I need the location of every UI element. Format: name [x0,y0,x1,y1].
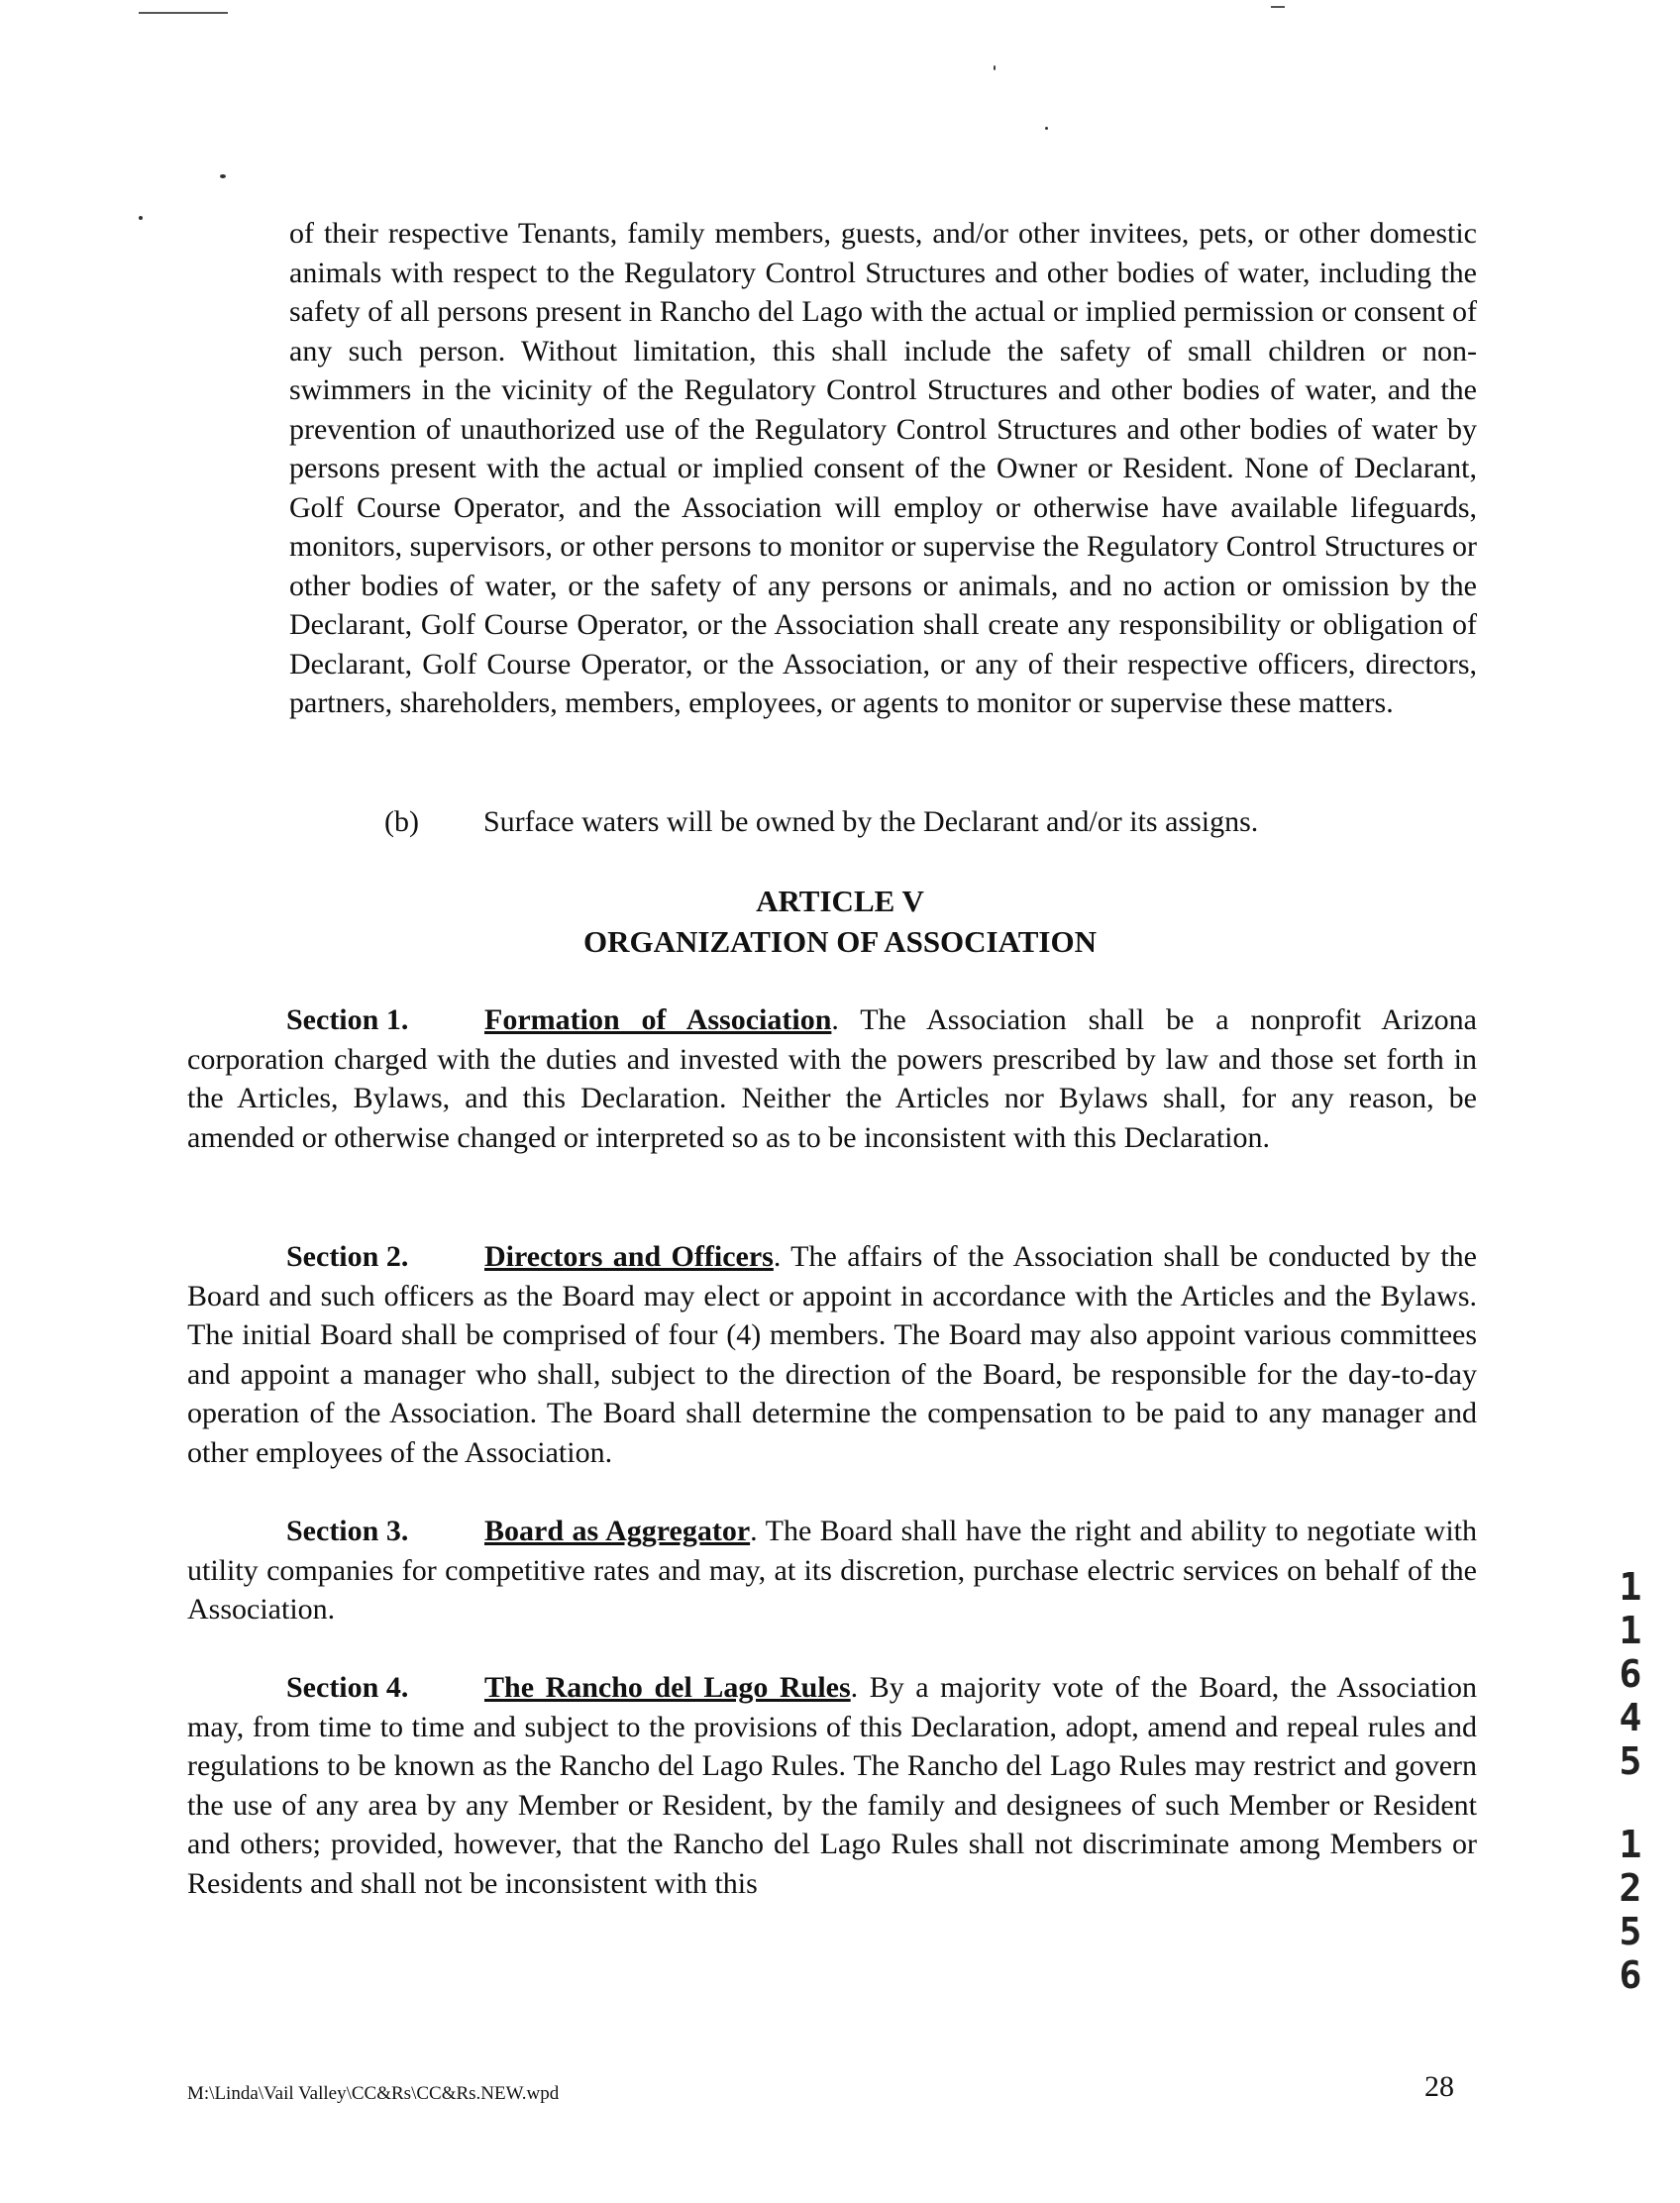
list-item-text: Surface waters will be owned by the Declarant and/or its assigns. [483,805,1259,838]
list-item-b [384,802,1258,842]
list-item-label: (b) [384,805,419,838]
section-number: Section 3. [286,1515,409,1547]
scan-artifact-line [1271,6,1285,8]
paragraph-continued: of their respective Tenants, family members, guests, and/or other invitees, pets, or other domestic animals with respect to the Regulatory Control Structures and other bodies of water, including the safety of all persons present in Rancho del Lago with the actual or implied permission or consent of any such person. Without limitation, this shall include the safety of small children or non-swimmers in the vicinity of the Regulatory Control Structures and other bodies of water, and the prevention of unauthorized use of the Regulatory Control Structures and other bodies of water by persons present with the actual or implied consent of the Owner or Resident. None of Declarant, Golf Course Operator, and the Association will employ or otherwise have available lifeguards, monitors, supervisors, or other persons to monitor or supervise the Regulatory Control Structures or other bodies of water, or the safety of any persons or animals, and no action or omission by the Declarant, Golf Course Operator, or the Association shall create any responsibility or obligation of Declarant, Golf Course Operator, or the Association, or any of their respective officers, directors, partners, shareholders, members, employees, or agents to monitor or supervise these matters. [289,217,1477,719]
stamp-digit: 5 [1619,1739,1642,1783]
section-number: Section 4. [286,1671,409,1704]
footer-file-path: M:\Linda\Vail Valley\CC&Rs\CC&Rs.NEW.wpd [187,2083,560,2104]
section-text: . The Association shall be a nonprofit Arizona corporation charged with the duties and invested with the powers prescribed by law and those set forth in the Articles, Bylaws, and this Declaration. Neither the Articles nor Bylaws shall, for any reason, be amended or otherwise changed or interpreted so as to be inconsistent with this Declaration. [187,1003,1477,1154]
stamp-digit: 2 [1619,1866,1642,1910]
section-3-paragraph [187,1512,1477,1629]
scan-speck [220,174,226,178]
page-number: 28 [1424,2070,1454,2103]
recording-number-stamp [1611,1565,1650,1997]
section-text: . The Board shall have the right and ability to negotiate with utility companies for competitive rates and may, at its discretion, purchase electric services on behalf of the Association. [187,1515,1477,1626]
scan-speck [1045,127,1048,130]
article-title: ORGANIZATION OF ASSOCIATION [583,924,1097,959]
scan-speck [994,65,996,70]
stamp-digit: 6 [1619,1652,1642,1696]
section-title: Directors and Officers [484,1240,774,1273]
scan-artifact-line [139,12,228,14]
section-2-paragraph [187,1237,1477,1472]
section-text: . The affairs of the Association shall be conducted by the Board and such officers as the Board may elect or appoint in accordance with the Articles and the Bylaws. The initial Board shall be comprised of four (4) members. The Board may also appoint various committees and appoint a manager who shall, subject to the direction of the Board, be responsible for the day-to-day operation of the Association. The Board shall determine the compensation to be paid to any manager and other employees of the Association. [187,1240,1477,1469]
article-number: ARTICLE V [756,884,924,918]
stamp-digit: 1 [1619,1823,1642,1866]
scan-speck [139,216,143,220]
section-4-paragraph [187,1668,1477,1903]
section-title: The Rancho del Lago Rules [484,1671,851,1704]
stamp-digit: 4 [1619,1696,1642,1739]
stamp-digit: 1 [1619,1609,1642,1652]
section-1-paragraph [187,1000,1477,1157]
section-number: Section 2. [286,1240,409,1273]
stamp-digit: 5 [1619,1910,1642,1953]
stamp-gap [1611,1783,1650,1823]
section-text: . By a majority vote of the Board, the Association may, from time to time and subject to the provisions of this Declaration, adopt, amend and repeal rules and regulations to be known as the Rancho del Lago Rules. The Rancho del Lago Rules may restrict and govern the use of any area by any Member or Resident, by the family and designees of such Member or Resident and others; provided, however, that the Rancho del Lago Rules shall not discriminate among Members or Residents and shall not be inconsistent with this [187,1671,1477,1900]
stamp-digit: 6 [1619,1953,1642,1997]
section-title: Formation of Association [484,1003,832,1036]
stamp-digit: 1 [1619,1565,1642,1609]
section-title: Board as Aggregator [484,1515,751,1547]
section-number: Section 1. [286,1003,409,1036]
